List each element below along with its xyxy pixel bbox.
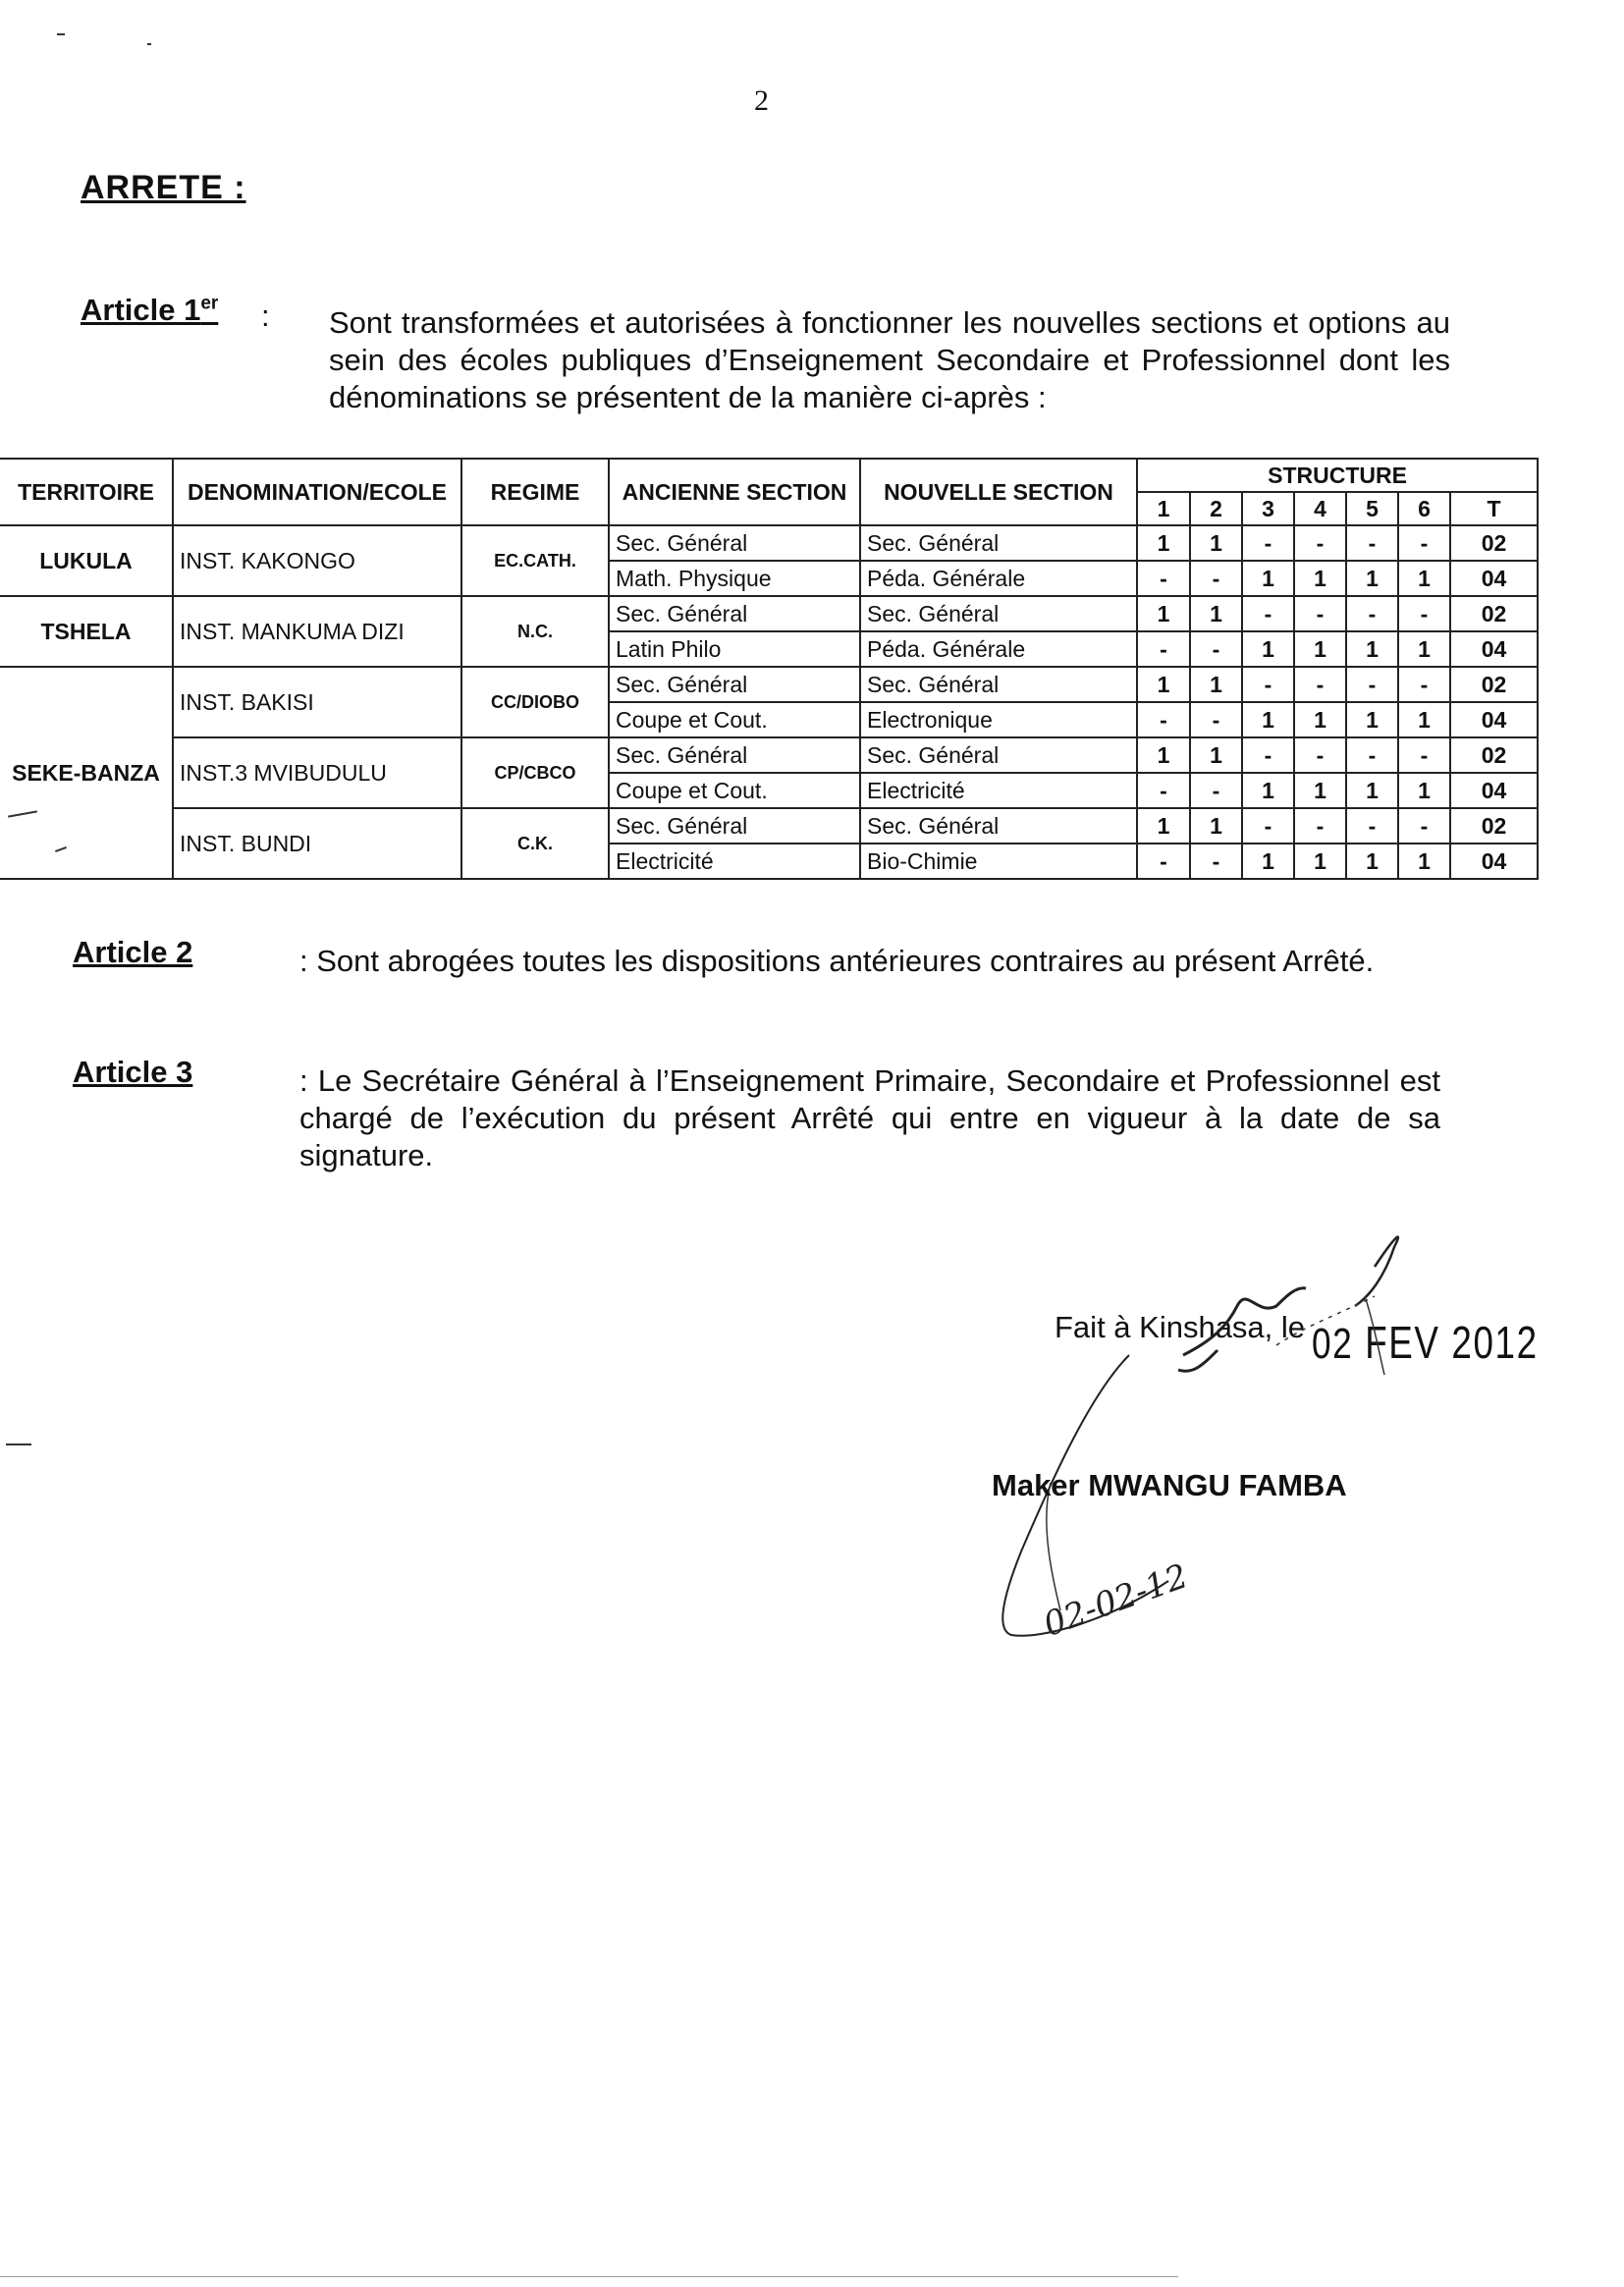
- ancienne-section-cell: Coupe et Cout.: [609, 773, 860, 808]
- structure-cell: 1: [1137, 737, 1190, 773]
- table-row: [0, 808, 1538, 844]
- nouvelle-section-cell: Sec. Général: [860, 808, 1137, 844]
- structure-cell: 1: [1346, 844, 1398, 879]
- header-ancienne-section: ANCIENNE SECTION: [609, 459, 860, 525]
- structure-total-cell: 02: [1450, 667, 1538, 702]
- structure-cell: 1: [1346, 702, 1398, 737]
- structure-cell: 1: [1137, 808, 1190, 844]
- school-name-cell: INST. BAKISI: [173, 667, 461, 737]
- territoire-cell: LUKULA: [0, 525, 173, 596]
- scan-speck: [57, 33, 65, 35]
- structure-cell: 1: [1137, 667, 1190, 702]
- structure-cell: 1: [1294, 844, 1346, 879]
- nouvelle-section-cell: Bio-Chimie: [860, 844, 1137, 879]
- structure-total-cell: 04: [1450, 631, 1538, 667]
- structure-cell: 1: [1398, 773, 1450, 808]
- structure-cell: -: [1398, 808, 1450, 844]
- ancienne-section-cell: Sec. Général: [609, 667, 860, 702]
- structure-cell: 1: [1346, 561, 1398, 596]
- structure-cell: -: [1190, 844, 1242, 879]
- structure-cell: -: [1398, 667, 1450, 702]
- structure-cell: 1: [1398, 702, 1450, 737]
- ancienne-section-cell: Sec. Général: [609, 737, 860, 773]
- nouvelle-section-cell: Sec. Général: [860, 667, 1137, 702]
- header-regime: REGIME: [461, 459, 609, 525]
- article-1-label-sup: er: [200, 293, 219, 314]
- date-stamp-rest: FEV 2012: [1365, 1317, 1539, 1368]
- structure-cell: 1: [1294, 773, 1346, 808]
- structure-cell: -: [1137, 631, 1190, 667]
- structure-cell: -: [1398, 737, 1450, 773]
- table-row: [0, 737, 1538, 773]
- article-2-text: : Sont abrogées toutes les dispositions antérieures contraires au présent Arrêté.: [299, 944, 1375, 978]
- article-1-label: [81, 293, 218, 328]
- structure-cell: 1: [1137, 596, 1190, 631]
- article-1-label-text: Article 1: [81, 293, 201, 327]
- sections-table: [0, 458, 1539, 880]
- nouvelle-section-cell: Sec. Général: [860, 737, 1137, 773]
- nouvelle-section-cell: Electronique: [860, 702, 1137, 737]
- header-structure: STRUCTURE: [1137, 459, 1538, 492]
- structure-cell: -: [1346, 808, 1398, 844]
- structure-cell: 1: [1190, 525, 1242, 561]
- header-denomination: DENOMINATION/ECOLE: [173, 459, 461, 525]
- place-text: Fait à Kinshasa, le: [1055, 1310, 1306, 1344]
- nouvelle-section-cell: Electricité: [860, 773, 1137, 808]
- structure-cell: -: [1242, 808, 1294, 844]
- structure-cell: -: [1346, 596, 1398, 631]
- structure-cell: 1: [1398, 631, 1450, 667]
- structure-cell: 1: [1242, 773, 1294, 808]
- structure-cell: 1: [1190, 808, 1242, 844]
- nouvelle-section-cell: Péda. Générale: [860, 561, 1137, 596]
- header-structure-col: 3: [1242, 492, 1294, 525]
- nouvelle-section-cell: Péda. Générale: [860, 631, 1137, 667]
- structure-cell: 1: [1242, 631, 1294, 667]
- article-1-colon: :: [261, 299, 270, 333]
- ancienne-section-cell: Sec. Général: [609, 596, 860, 631]
- structure-cell: 1: [1137, 525, 1190, 561]
- decree-heading: ARRETE :: [81, 169, 246, 206]
- structure-cell: 1: [1242, 702, 1294, 737]
- date-stamp-day: 02: [1312, 1320, 1354, 1368]
- article-3-text: : Le Secrétaire Général à l’Enseignement Primaire, Secondaire et Professionnel est chargé de l’exécution du présent Arrêté qui entre en vigueur à la date de sa signature.: [299, 1063, 1440, 1172]
- structure-total-cell: 02: [1450, 808, 1538, 844]
- handwritten-date: 02-02-12: [1038, 1556, 1194, 1645]
- structure-cell: -: [1137, 773, 1190, 808]
- structure-cell: -: [1398, 596, 1450, 631]
- header-structure-col: T: [1450, 492, 1538, 525]
- regime-cell: EC.CATH.: [461, 525, 609, 596]
- structure-cell: 1: [1294, 561, 1346, 596]
- structure-cell: -: [1137, 561, 1190, 596]
- ancienne-section-cell: Sec. Général: [609, 525, 860, 561]
- structure-cell: -: [1242, 525, 1294, 561]
- structure-cell: -: [1346, 737, 1398, 773]
- nouvelle-section-cell: Sec. Général: [860, 596, 1137, 631]
- school-name-cell: INST.3 MVIBUDULU: [173, 737, 461, 808]
- structure-cell: -: [1137, 702, 1190, 737]
- article-2-label: Article 2: [73, 935, 193, 969]
- nouvelle-section-cell: Sec. Général: [860, 525, 1137, 561]
- ancienne-section-cell: Sec. Général: [609, 808, 860, 844]
- header-nouvelle-section: NOUVELLE SECTION: [860, 459, 1137, 525]
- header-structure-col: 1: [1137, 492, 1190, 525]
- regime-cell: N.C.: [461, 596, 609, 667]
- article-3-label: Article 3: [73, 1055, 193, 1089]
- structure-cell: 1: [1242, 844, 1294, 879]
- regime-cell: CP/CBCO: [461, 737, 609, 808]
- structure-cell: -: [1346, 525, 1398, 561]
- structure-cell: -: [1294, 525, 1346, 561]
- structure-cell: -: [1137, 844, 1190, 879]
- ancienne-section-cell: Coupe et Cout.: [609, 702, 860, 737]
- structure-cell: -: [1242, 596, 1294, 631]
- table-row: [0, 667, 1538, 702]
- structure-cell: 1: [1190, 596, 1242, 631]
- structure-total-cell: 02: [1450, 596, 1538, 631]
- regime-cell: CC/DIOBO: [461, 667, 609, 737]
- header-structure-col: 2: [1190, 492, 1242, 525]
- table-row: [0, 525, 1538, 561]
- school-name-cell: INST. MANKUMA DIZI: [173, 596, 461, 667]
- structure-cell: -: [1294, 596, 1346, 631]
- structure-cell: -: [1294, 737, 1346, 773]
- signatory-name: Maker MWANGU FAMBA: [992, 1468, 1347, 1502]
- structure-cell: -: [1190, 773, 1242, 808]
- ancienne-section-cell: Electricité: [609, 844, 860, 879]
- structure-cell: 1: [1346, 773, 1398, 808]
- structure-cell: -: [1294, 667, 1346, 702]
- structure-cell: 1: [1294, 702, 1346, 737]
- structure-cell: -: [1398, 525, 1450, 561]
- table-row: [0, 596, 1538, 631]
- structure-cell: 1: [1190, 667, 1242, 702]
- header-structure-col: 4: [1294, 492, 1346, 525]
- territoire-cell: TSHELA: [0, 596, 173, 667]
- regime-cell: C.K.: [461, 808, 609, 879]
- structure-cell: 1: [1346, 631, 1398, 667]
- header-territoire: TERRITOIRE: [0, 459, 173, 525]
- structure-cell: 1: [1294, 631, 1346, 667]
- structure-cell: 1: [1190, 737, 1242, 773]
- structure-total-cell: 04: [1450, 773, 1538, 808]
- structure-cell: -: [1346, 667, 1398, 702]
- structure-cell: -: [1190, 631, 1242, 667]
- structure-cell: 1: [1398, 844, 1450, 879]
- structure-total-cell: 04: [1450, 844, 1538, 879]
- ancienne-section-cell: Latin Philo: [609, 631, 860, 667]
- header-structure-col: 6: [1398, 492, 1450, 525]
- territoire-cell: SEKE-BANZA: [0, 667, 173, 879]
- page-number: 2: [754, 84, 769, 117]
- structure-total-cell: 02: [1450, 525, 1538, 561]
- structure-cell: -: [1242, 737, 1294, 773]
- structure-total-cell: 02: [1450, 737, 1538, 773]
- ancienne-section-cell: Math. Physique: [609, 561, 860, 596]
- date-stamp: [1312, 1316, 1539, 1369]
- structure-total-cell: 04: [1450, 561, 1538, 596]
- scan-speck: [147, 43, 151, 45]
- structure-total-cell: 04: [1450, 702, 1538, 737]
- bottom-rule: [0, 2276, 1178, 2277]
- scan-speck: [6, 1443, 31, 1445]
- article-1-text: Sont transformées et autorisées à fonctionner les nouvelles sections et options au sein des écoles publiques d’Enseignement Secondaire et Professionnel dont les dénominations se présentent de la manière ci-après :: [329, 305, 1450, 414]
- structure-cell: -: [1242, 667, 1294, 702]
- structure-cell: -: [1294, 808, 1346, 844]
- school-name-cell: INST. KAKONGO: [173, 525, 461, 596]
- structure-cell: 1: [1242, 561, 1294, 596]
- structure-cell: -: [1190, 561, 1242, 596]
- school-name-cell: INST. BUNDI: [173, 808, 461, 879]
- header-structure-col: 5: [1346, 492, 1398, 525]
- structure-cell: 1: [1398, 561, 1450, 596]
- structure-cell: -: [1190, 702, 1242, 737]
